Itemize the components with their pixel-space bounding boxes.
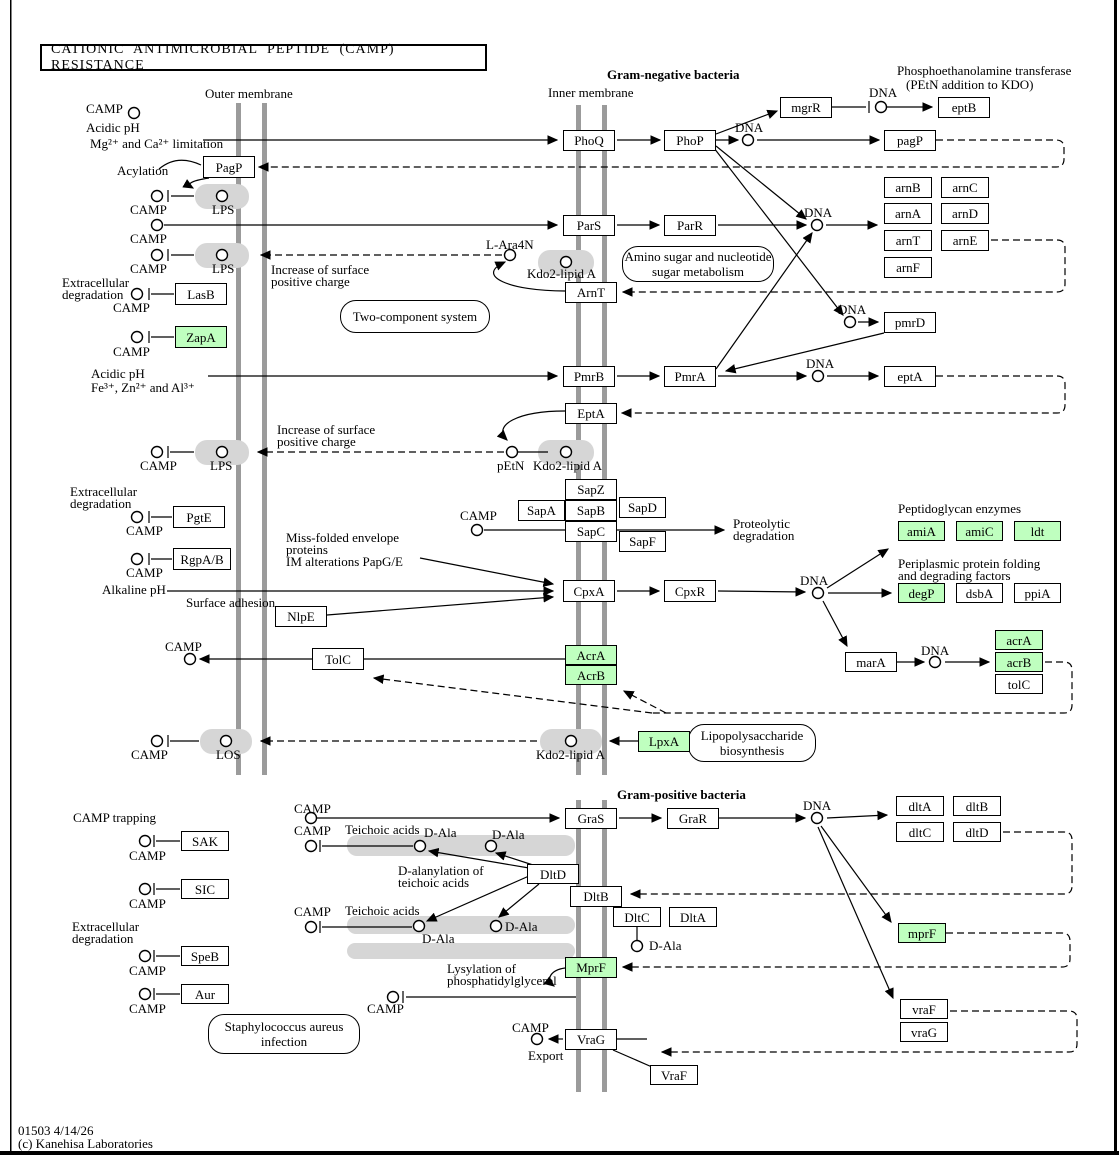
lps-biosynthesis-box [688, 724, 816, 762]
node-vrag[interactable]: VraG [565, 1029, 617, 1050]
camp-label: CAMP [131, 747, 168, 762]
camp-label: CAMP [129, 1001, 166, 1016]
node-dlta[interactable]: DltA [669, 907, 717, 927]
lps-biosynthesis-line1: Lipopolysaccharide [700, 727, 804, 743]
node-dltb[interactable]: DltB [570, 886, 622, 907]
camp-label: CAMP [460, 508, 497, 523]
inner-membrane-label: Inner membrane [548, 85, 634, 100]
kdo2-label: Kdo2-lipid A [533, 458, 602, 473]
node-mgrr[interactable]: mgrR [780, 97, 832, 118]
node-vraf-gene[interactable]: vraF [900, 999, 948, 1019]
d-ala-label: D-Ala [424, 825, 457, 840]
staph-line2: infection [260, 1034, 308, 1049]
dna-label: DNA [806, 356, 835, 371]
missfolded-line1: Miss-folded envelope [286, 530, 400, 545]
node-ldt[interactable]: ldt [1014, 521, 1061, 541]
fe-zn-al-label: Fe³⁺, Zn²⁺ and Al³⁺ [91, 380, 195, 395]
node-grar[interactable]: GraR [667, 808, 719, 829]
kdo2-label: Kdo2-lipid A [527, 266, 596, 281]
lps-label: LPS [212, 202, 235, 217]
node-tolc-gene[interactable]: tolC [995, 674, 1043, 694]
alkaline-ph-label: Alkaline pH [102, 582, 166, 597]
node-dltc[interactable]: DltC [613, 907, 661, 927]
los-label: LOS [216, 747, 241, 762]
periplasmic-line2: and degrading factors [898, 568, 1011, 583]
dna-label: DNA [803, 798, 832, 813]
node-dltc-gene[interactable]: dltC [896, 822, 944, 842]
node-vrag-gene[interactable]: vraG [900, 1022, 948, 1042]
node-sak[interactable]: SAK [181, 831, 229, 851]
extracellular-line2: degradation [72, 931, 134, 946]
missfolded-line3: IM alterations PapG/E [286, 554, 403, 569]
node-mara[interactable]: marA [845, 652, 897, 672]
acidic-ph-label: Acidic pH [86, 120, 140, 135]
mg-ca-limitation-label: Mg²⁺ and Ca²⁺ limitation [90, 136, 224, 151]
d-ala-label: D-Ala [649, 938, 682, 953]
outer-membrane-label: Outer membrane [205, 86, 293, 101]
node-arnd[interactable]: arnD [941, 203, 989, 224]
l-ara4n-label: L-Ara4N [486, 237, 534, 252]
two-component-box [340, 300, 490, 333]
teichoic-label: Teichoic acids [345, 903, 420, 918]
gram-positive-header: Gram-positive bacteria [617, 787, 746, 802]
node-mprf-gene[interactable]: mprF [898, 923, 946, 943]
node-dlta-gene[interactable]: dltA [896, 796, 944, 816]
extracellular-line1: Extracellular [72, 919, 140, 934]
kdo2-label: Kdo2-lipid A [536, 747, 605, 762]
node-epta[interactable]: EptA [565, 403, 617, 424]
staph-infection-box [208, 1014, 360, 1054]
node-zapa[interactable]: ZapA [175, 326, 227, 348]
dna-label: DNA [838, 302, 867, 317]
camp-label: CAMP [130, 261, 167, 276]
dna-label: DNA [869, 85, 898, 100]
node-dsba[interactable]: dsbA [956, 583, 1003, 603]
d-ala-label: D-Ala [505, 919, 538, 934]
increase-surface-line1: Increase of surface [271, 262, 370, 277]
phospho-transferase-line2: (PEtN addition to KDO) [906, 77, 1034, 92]
node-rgpab[interactable]: RgpA/B [173, 548, 231, 570]
node-amia[interactable]: amiA [898, 521, 945, 541]
node-sapd[interactable]: SapD [619, 497, 666, 518]
periplasmic-line1: Periplasmic protein folding [898, 556, 1041, 571]
node-arnc[interactable]: arnC [941, 177, 989, 198]
copyright-label: (c) Kanehisa Laboratories [18, 1136, 153, 1151]
pathway-title: CATIONIC ANTIMICROBIAL PEPTIDE (CAMP) RESISTANCE [40, 44, 487, 71]
node-cpxr[interactable]: CpxR [664, 580, 716, 602]
proteolytic-line2: degradation [733, 528, 795, 543]
node-vraf[interactable]: VraF [650, 1065, 698, 1085]
camp-trapping-label: CAMP trapping [73, 810, 156, 825]
node-lasb[interactable]: LasB [175, 283, 227, 305]
node-speb[interactable]: SpeB [181, 946, 229, 966]
camp-label: CAMP [294, 904, 331, 919]
node-acrb[interactable]: AcrB [565, 665, 617, 685]
node-pmrd[interactable]: pmrD [884, 312, 936, 333]
dna-label: DNA [804, 205, 833, 220]
two-component-label: Two-component system [352, 308, 478, 324]
node-pars[interactable]: ParS [563, 215, 615, 236]
node-dltb-gene[interactable]: dltB [953, 796, 1001, 816]
increase-surface-line1: Increase of surface [277, 422, 376, 437]
node-phop[interactable]: PhoP [664, 130, 716, 151]
node-lpxa[interactable]: LpxA [638, 731, 690, 752]
node-pagp-gene[interactable]: pagP [884, 130, 936, 151]
node-eptb[interactable]: eptB [938, 97, 990, 118]
node-acrb-gene[interactable]: acrB [995, 652, 1043, 672]
camp-label: CAMP [113, 300, 150, 315]
node-cpxa[interactable]: CpxA [563, 580, 615, 602]
node-degp[interactable]: degP [898, 583, 945, 603]
node-sapa[interactable]: SapA [518, 500, 565, 521]
lps-biosynthesis-line2: biosynthesis [719, 743, 785, 758]
camp-label: CAMP [294, 801, 331, 816]
node-pmrb[interactable]: PmrB [563, 366, 615, 387]
node-sapc[interactable]: SapC [565, 521, 617, 542]
node-sapz[interactable]: SapZ [565, 479, 617, 500]
teichoic-label: Teichoic acids [345, 822, 420, 837]
d-ala-label: D-Ala [492, 827, 525, 842]
d-ala-label: D-Ala [422, 931, 455, 946]
camp-label: CAMP [130, 231, 167, 246]
node-acra-gene[interactable]: acrA [995, 630, 1043, 650]
node-gras[interactable]: GraS [565, 808, 617, 829]
node-mprf[interactable]: MprF [565, 957, 617, 978]
camp-label: CAMP [140, 458, 177, 473]
lps-label: LPS [212, 261, 235, 276]
peptidoglycan-label: Peptidoglycan enzymes [898, 501, 1022, 516]
camp-label: CAMP [129, 963, 166, 978]
node-nlpe[interactable]: NlpE [275, 606, 327, 627]
staph-line1: Staphylococcus aureus [224, 1018, 344, 1034]
camp-label: CAMP [294, 823, 331, 838]
node-acra[interactable]: AcrA [565, 645, 617, 665]
camp-label: CAMP [126, 523, 163, 538]
node-epta-gene[interactable]: eptA [884, 366, 936, 387]
amino-sugar-box [622, 246, 774, 282]
lysylation-line1: Lysylation of [447, 961, 516, 976]
lps-label: LPS [210, 458, 233, 473]
increase-surface-line2: positive charge [271, 274, 350, 289]
surface-adhesion-label: Surface adhesion [186, 595, 276, 610]
camp-label: CAMP [512, 1020, 549, 1035]
acylation-label: Acylation [117, 163, 169, 178]
camp-label: CAMP [113, 344, 150, 359]
node-sapf[interactable]: SapF [619, 531, 666, 552]
phospho-transferase-line1: Phosphoethanolamine transferase [897, 63, 1072, 78]
node-dltd[interactable]: DltD [527, 864, 579, 884]
node-amic[interactable]: amiC [956, 521, 1003, 541]
node-arnt[interactable]: ArnT [565, 282, 617, 303]
node-sic[interactable]: SIC [181, 879, 229, 899]
camp-label: CAMP [86, 101, 123, 116]
map-id-label: 01503 4/14/26 [18, 1123, 94, 1138]
d-alanylation-line1: D-alanylation of [398, 863, 484, 878]
dna-label: DNA [921, 643, 950, 658]
increase-surface-line2: positive charge [277, 434, 356, 449]
node-sapb[interactable]: SapB [565, 500, 617, 521]
lysylation-line2: phosphatidylglycerol [447, 973, 557, 988]
extracellular-line1: Extracellular [62, 275, 130, 290]
extracellular-line1: Extracellular [70, 484, 138, 499]
node-aur[interactable]: Aur [181, 984, 229, 1004]
acidic-ph-label: Acidic pH [91, 366, 145, 381]
node-phoq[interactable]: PhoQ [563, 130, 615, 151]
proteolytic-line1: Proteolytic [733, 516, 791, 531]
node-pgte[interactable]: PgtE [173, 506, 225, 528]
camp-label: CAMP [129, 848, 166, 863]
node-arna[interactable]: arnA [884, 203, 932, 224]
d-alanylation-line2: teichoic acids [398, 875, 470, 890]
export-label: Export [528, 1048, 564, 1063]
gram-negative-header: Gram-negative bacteria [607, 67, 740, 82]
petn-label: pEtN [497, 458, 525, 473]
extracellular-line2: degradation [62, 287, 124, 302]
node-pagp[interactable]: PagP [203, 156, 255, 178]
dna-label: DNA [735, 120, 764, 135]
camp-label: CAMP [130, 202, 167, 217]
dna-label: DNA [800, 573, 829, 588]
camp-label: CAMP [367, 1001, 404, 1016]
node-ppia[interactable]: ppiA [1014, 583, 1061, 603]
node-arnb[interactable]: arnB [884, 177, 932, 198]
camp-label: CAMP [126, 565, 163, 580]
node-arnt-gene[interactable]: arnT [884, 230, 932, 251]
amino-sugar-line2: sugar metabolism [651, 264, 745, 279]
camp-label: CAMP [129, 896, 166, 911]
node-arnf[interactable]: arnF [884, 257, 932, 278]
node-pmra[interactable]: PmrA [664, 366, 716, 387]
amino-sugar-line1: Amino sugar and nucleotide [624, 248, 772, 264]
node-parr[interactable]: ParR [664, 215, 716, 236]
node-arne[interactable]: arnE [941, 230, 989, 251]
node-tolc[interactable]: TolC [312, 648, 364, 670]
missfolded-line2: proteins [286, 542, 328, 557]
extracellular-line2: degradation [70, 496, 132, 511]
camp-label: CAMP [165, 639, 202, 654]
node-dltd-gene[interactable]: dltD [953, 822, 1001, 842]
